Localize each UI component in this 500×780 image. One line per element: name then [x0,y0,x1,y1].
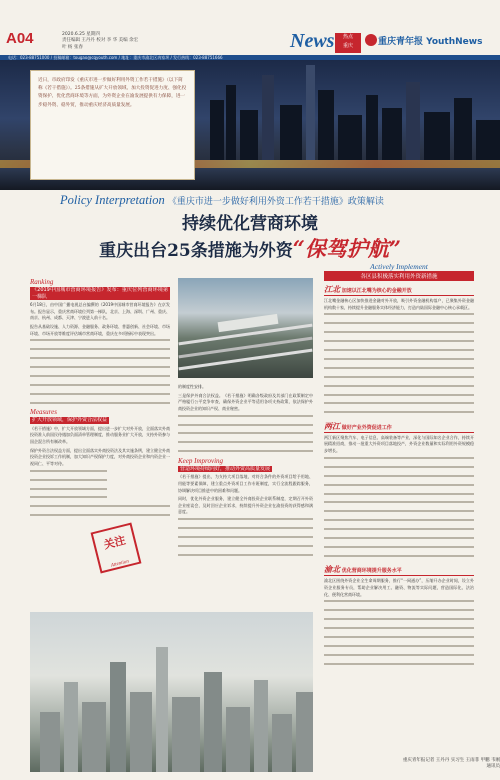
section-tag-top: 热点 [342,34,353,40]
section-news-title: News [290,30,335,52]
sidebar-paragraph-2: 两江新区聚焦汽车、电子信息、高端装备等产业，深化与国际知名企业合作，持续开展精准招商，推动一批重大外资项目落地投产，外资企业数量和实际利用外资规模稳步增长。 [324,434,474,454]
header-contact-line: 电话：023-88751000 / 投稿邮箱：tougao@cqyouth.com / 地址：重庆市渝北区冉家坝 / 发行热线：023-88751666 [8,55,223,60]
sidebar-paragraph-1: 江北嘴金融核心区加快推进金融对外开放，吸引外资金融机构落户，已聚集外资金融机构数十家，持续提升金融服务实体经济能力，打造内陆国际金融中心核心承载区。 [324,298,474,310]
subhead-2 [324,421,474,433]
ranking-heading-cn: 《2019中国城市营商环境报告》发布：重庆位列营商环境第一梯队 [32,287,168,300]
section-tag [335,33,361,53]
headline-line-2-main: 重庆出台25条措施为外资 [99,241,293,261]
measures-paragraph-2: 保护外资合法权益方面，提出全面落实外商投资法及其实施条例，建立健全外商投资企业投诉工作机制，加大知识产权保护力度，对外商投资企业和内资企业一视同仁、平等对待。 [30,447,170,466]
subhead-1-text: 加速以江北嘴为核心的金融开放 [341,288,412,294]
column-middle [178,384,313,560]
intro-box [30,70,195,180]
subhead-1 [324,284,474,296]
sidebar-paragraph-3: 渝北区围绕外资企业全生命周期服务，推行“一网通办”，压缩开办企业时间，设立外资企业服务专员，帮助企业解决用工、融资、物流等实际问题，营造国际化、法治化、便利化营商环境。 [324,578,474,597]
middle-paragraph-4: 同时，优化外资企业服务，建立健全外商投资企业联系制度，定期召开外资企业座谈会，及时回应企业诉求，持续提升外资企业在渝投资的获得感和满意度。 [178,496,313,515]
subhead-3 [324,564,474,576]
middle-paragraph-2: 三是保护外商合法权益。《若干措施》明确各级政府及其部门在政策制定中严格履行公平竞争审查，确保外资企业平等适用各项支持政策，依法保护外商投资企业的知识产权、商业秘密。 [178,392,313,411]
implementation-sidebar [324,262,474,669]
ranking-heading-en: Ranking [30,278,54,286]
byline: 重庆青年报记者 王丹丹 实习生 王雨菲 甲鹏 韦刚 通讯员 [402,758,500,769]
date-line: 2020.6.25 星期四 [62,32,100,37]
section-tag-bottom: 重庆 [342,43,353,49]
measures-heading-en: Measures [30,408,57,417]
header-meta [62,32,142,51]
subhead-2-area: 两江 [324,421,340,431]
middle-paragraph-3: 《若干措施》提出，为支持大项目落地，对符合条件的外资项目给予用地、用能等要素保障，建立重点外资项目工作专班制度，实行全流程跟踪服务，协调解决项目推进中的困难和问题。 [178,474,313,493]
subhead-1-area: 江北 [324,285,340,294]
headline-highlight: “保驾护航” [292,236,401,261]
measures-heading-cn: 扩大开放领域，保护外资合法权益 [32,417,108,424]
headline-line-2 [0,233,500,263]
page-number: A04 [6,30,34,47]
stamp-cn: 关注 [102,533,127,552]
attention-stamp [91,523,142,574]
ranking-paragraph-1: 6月18日，由中国广播电视总台编撰的《2019中国城市营商环境报告》在京发布。报告显示，重庆营商环境位列第一梯队，北京、上海、深圳、广州、重庆、南京、杭州、成都、天津、宁波进入前十名。 [30,302,170,321]
ranking-paragraph-2: 报告从基础设施、人力资源、金融服务、政务环境、普惠创新、社会环境、市场环境、市场开放等维度评估城市营商环境，重庆在多项指标中表现突出。 [30,323,170,336]
city-skyline-photo [30,612,313,772]
editor-line: 责任编辑 王丹丹 校对 李 华 美编 余宏 叶 杨 张春 [62,38,139,50]
keep-heading-en: Keep Improving [178,456,224,465]
newspaper-logo-icon [365,34,377,46]
subhead-3-text: 优化营商环境提升服务水平 [341,568,402,575]
active-heading-en: Actively Implement [370,262,428,271]
policy-cn: 《重庆市进一步做好利用外资工作若干措施》政策解读 [167,196,384,206]
headline-line-1: 持续优化营商环境 [182,214,318,234]
policy-banner [60,193,384,208]
subhead-2-text: 做好产业外资促进工作 [341,424,392,431]
column-left [30,278,170,521]
railway-train-photo [178,278,313,378]
measures-paragraph-1: 《若干措施》中，扩大开放领域方面，提出进一步扩大对外开放，全面落实外商投资准入前国民待遇加负面清单管理制度，推动服务业扩大开放，支持外资参与国企混合所有制改革。 [30,425,170,445]
subhead-3-area: 渝北 [324,565,340,575]
intro-text: 近日，市政府印发《重庆市进一步做好利用外资工作若干措施》（以下简称《若干措施》）。25条措施从扩大开放领域、加大投资促进力度、强化投资保护、优化营商环境等方面，为外资企业在渝发展提供有力保障，进一步稳外资、稳外贸，推动重庆经济高质量发展。 [38,78,187,108]
policy-en: Policy Interpretation [60,193,165,207]
newspaper-logo: 重庆青年报 YouthNews [378,37,483,47]
stamp-en: Attention [110,559,130,569]
keep-heading-cn: 营造环境持续向好，推动外资高质量发展 [180,465,271,472]
active-heading-cn: 各区县积极落实利用外资新措施 [324,271,474,281]
middle-paragraph-1: 的制度性安排。 [178,384,206,389]
